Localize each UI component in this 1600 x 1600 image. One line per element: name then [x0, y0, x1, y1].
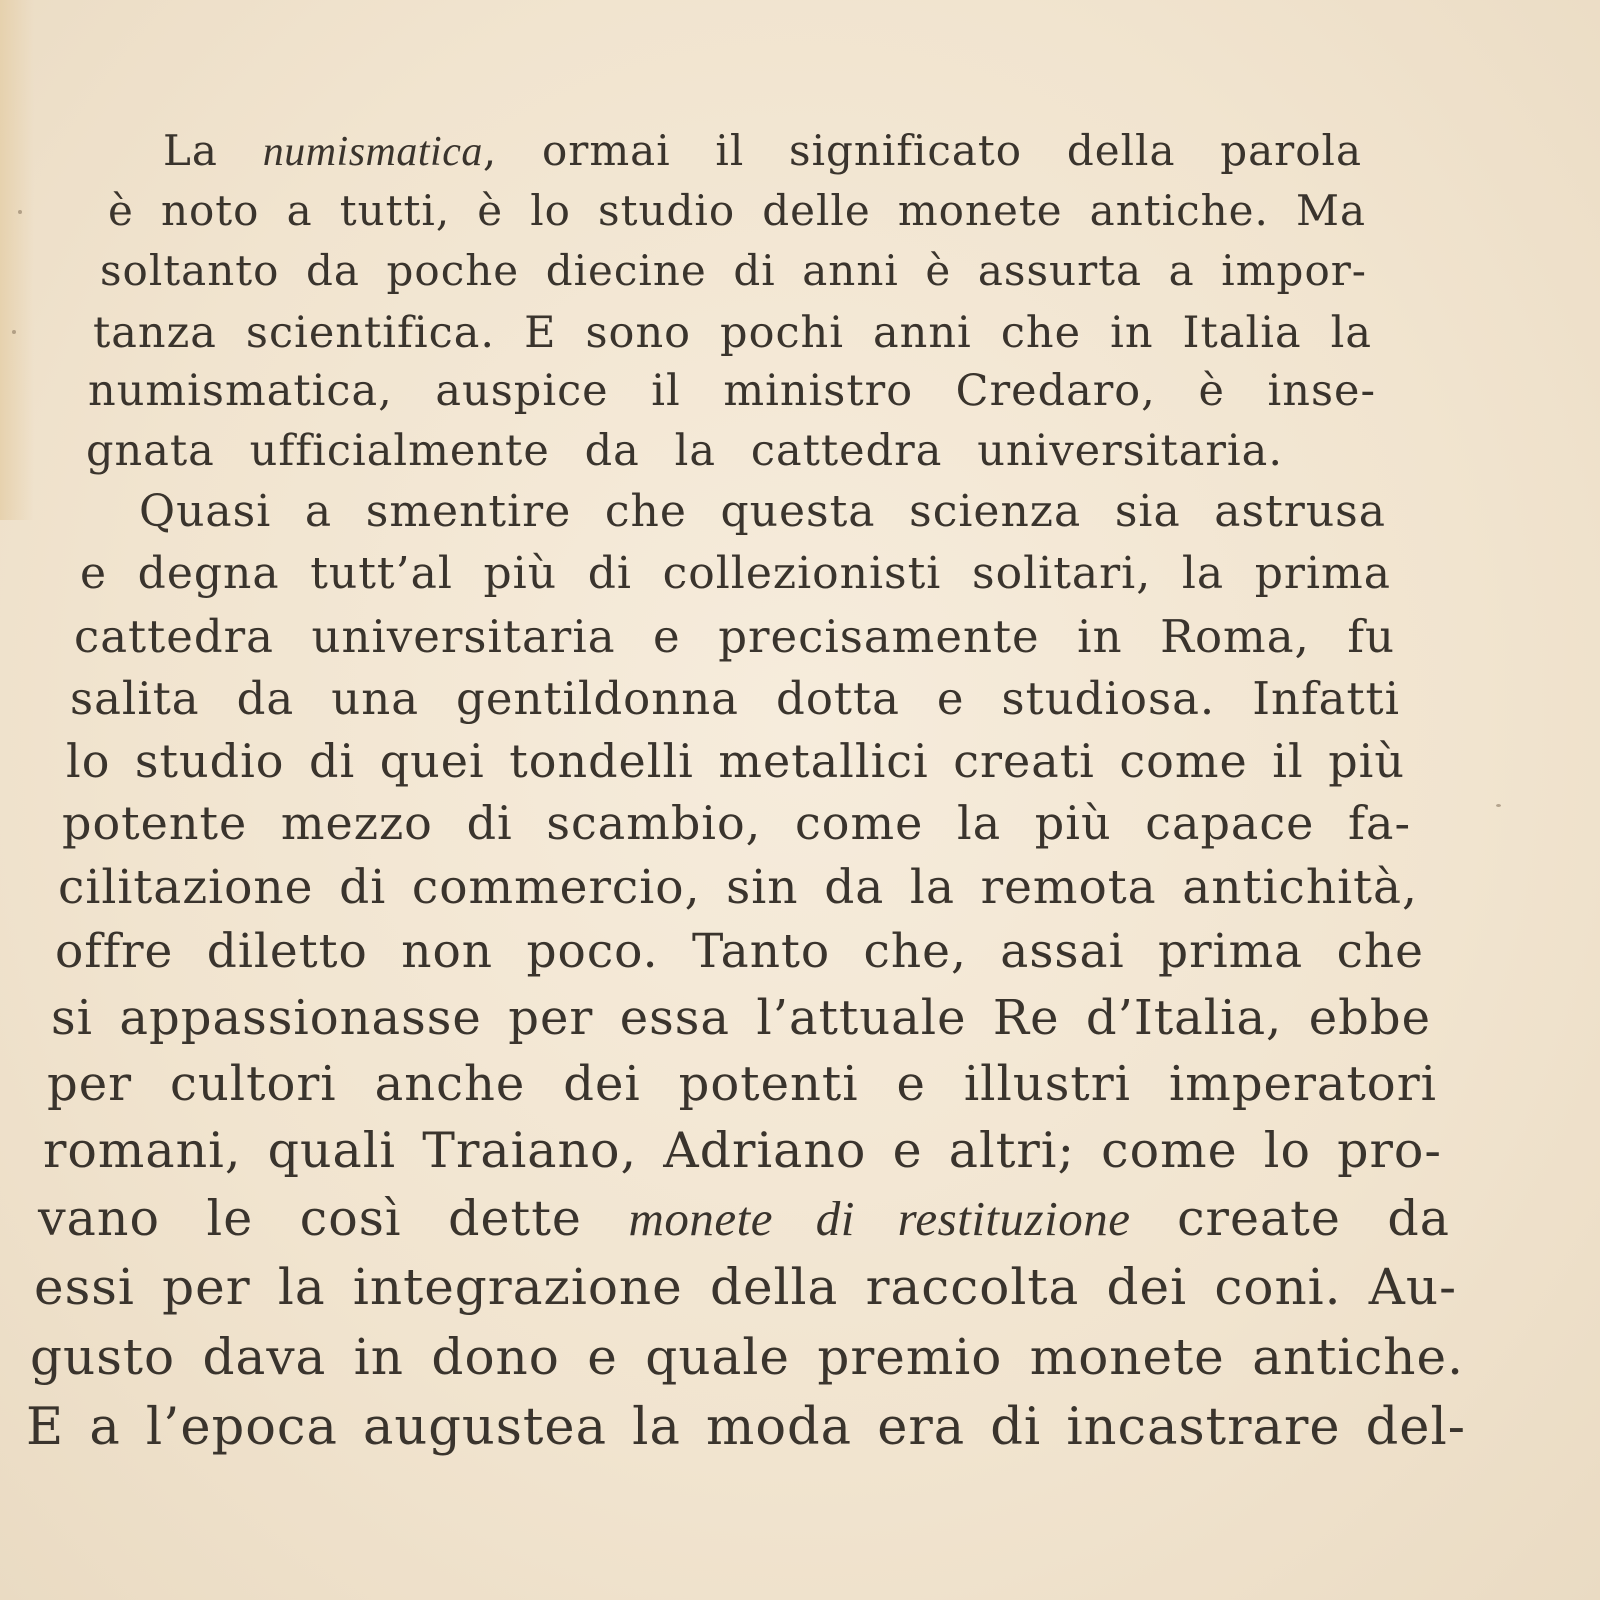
text-line — [26, 1398, 1466, 1457]
text-line — [88, 366, 1376, 416]
text-line — [100, 246, 1367, 295]
text-run: Quasi a smentire che questa scienza sia astrusa — [139, 486, 1386, 537]
text-line — [38, 1190, 1451, 1247]
text-line — [74, 610, 1395, 663]
text-line — [93, 308, 1372, 358]
text-line — [43, 1122, 1442, 1179]
text-run: La — [163, 126, 263, 175]
text-line — [86, 426, 1283, 476]
text-run: , ormai il significato della parola — [482, 126, 1363, 175]
text-line — [66, 734, 1405, 788]
text-run: tanza scientifica. E sono pochi anni che in Italia la — [93, 308, 1372, 358]
text-run: lo studio di quei tondelli metallici creati come il più — [66, 734, 1405, 788]
text-run: cilitazione di commercio, sin da la remota antichità, — [58, 860, 1418, 915]
text-run: create da — [1130, 1190, 1451, 1247]
text-line — [34, 1258, 1457, 1316]
text-line — [139, 486, 1386, 537]
text-line — [163, 126, 1363, 175]
text-run: gnata ufficialmente da la cattedra universitaria. — [86, 426, 1283, 476]
text-line — [62, 796, 1411, 850]
text-run: cattedra universitaria e precisamente in Roma, fu — [74, 610, 1395, 663]
text-run: e degna tutt’al più di collezionisti solitari, la prima — [80, 548, 1391, 599]
text-run: numismatica, auspice il ministro Credaro, è inse- — [88, 366, 1376, 416]
text-run: romani, quali Traiano, Adriano e altri; come lo pro- — [43, 1122, 1442, 1179]
text-line — [30, 1328, 1464, 1386]
text-run: vano le così dette — [38, 1190, 629, 1247]
text-line — [70, 672, 1400, 725]
text-run: soltanto da poche diecine di anni è assurta a impor- — [100, 246, 1367, 295]
text-line — [51, 990, 1431, 1046]
text-run: è noto a tutti, è lo studio delle monete antiche. Ma — [108, 186, 1366, 235]
text-line — [58, 860, 1418, 915]
text-run: offre diletto non poco. Tanto che, assai prima che — [55, 924, 1424, 979]
text-run: potente mezzo di scambio, come la più capace fa- — [62, 796, 1411, 850]
text-run: E a l’epoca augustea la moda era di incastrare del- — [26, 1398, 1466, 1457]
italic-term: monete di restituzione — [628, 1191, 1131, 1246]
text-line — [55, 924, 1424, 979]
text-line — [80, 548, 1391, 599]
text-run: si appassionasse per essa l’attuale Re d’Italia, ebbe — [51, 990, 1431, 1046]
text-line — [47, 1056, 1437, 1112]
text-run: essi per la integrazione della raccolta dei coni. Au- — [34, 1258, 1457, 1316]
text-run: per cultori anche dei potenti e illustri imperatori — [47, 1056, 1437, 1112]
text-line — [108, 186, 1366, 235]
text-run: salita da una gentildonna dotta e studiosa. Infatti — [70, 672, 1400, 725]
italic-term: numismatica — [262, 129, 483, 175]
text-run: gusto dava in dono e quale premio monete antiche. — [30, 1328, 1464, 1386]
